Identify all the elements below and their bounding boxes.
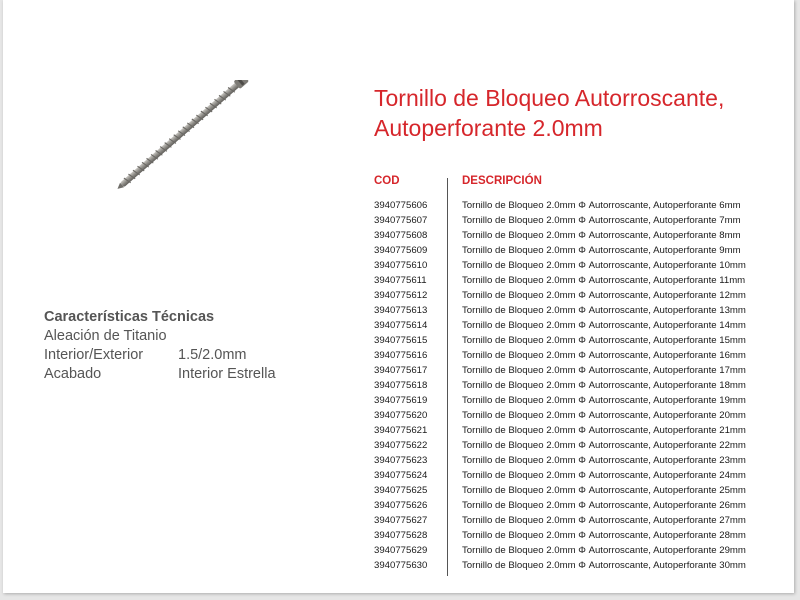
table-row bbox=[3, 560, 800, 575]
row-description: Tornillo de Bloqueo 2.0mm Φ Autorroscante, Autoperforante 7mm bbox=[462, 215, 741, 226]
table-row bbox=[3, 485, 800, 500]
table-row bbox=[3, 500, 800, 515]
row-description: Tornillo de Bloqueo 2.0mm Φ Autorroscante, Autoperforante 15mm bbox=[462, 335, 746, 346]
row-description: Tornillo de Bloqueo 2.0mm Φ Autorroscante, Autoperforante 26mm bbox=[462, 500, 746, 511]
row-code: 3940775608 bbox=[374, 230, 428, 241]
table-row bbox=[3, 470, 800, 485]
technical-specs bbox=[44, 309, 344, 385]
row-description: Tornillo de Bloqueo 2.0mm Φ Autorroscante, Autoperforante 17mm bbox=[462, 365, 746, 376]
specs-title: Características Técnicas bbox=[44, 309, 215, 325]
row-code: 3940775627 bbox=[374, 515, 428, 526]
row-description: Tornillo de Bloqueo 2.0mm Φ Autorroscante, Autoperforante 27mm bbox=[462, 515, 746, 526]
table-row bbox=[3, 200, 800, 215]
table-row bbox=[3, 425, 800, 440]
row-code: 3940775615 bbox=[374, 335, 428, 346]
row-code: 3940775618 bbox=[374, 380, 428, 391]
row-description: Tornillo de Bloqueo 2.0mm Φ Autorroscante, Autoperforante 25mm bbox=[462, 485, 746, 496]
row-description: Tornillo de Bloqueo 2.0mm Φ Autorroscante, Autoperforante 30mm bbox=[462, 560, 746, 571]
header-code: COD bbox=[374, 175, 400, 187]
row-code: 3940775622 bbox=[374, 440, 428, 451]
row-description: Tornillo de Bloqueo 2.0mm Φ Autorroscante, Autoperforante 24mm bbox=[462, 470, 746, 481]
table-row bbox=[3, 230, 800, 245]
row-code: 3940775613 bbox=[374, 305, 428, 316]
spec-finish bbox=[44, 366, 344, 385]
table-row bbox=[3, 410, 800, 425]
product-table bbox=[3, 200, 800, 575]
spec-diameter bbox=[44, 347, 344, 366]
row-code: 3940775619 bbox=[374, 395, 428, 406]
table-row bbox=[3, 245, 800, 260]
table-row bbox=[3, 290, 800, 305]
row-description: Tornillo de Bloqueo 2.0mm Φ Autorroscante, Autoperforante 29mm bbox=[462, 545, 746, 556]
row-code: 3940775630 bbox=[374, 560, 428, 571]
row-code: 3940775623 bbox=[374, 455, 428, 466]
row-code: 3940775612 bbox=[374, 290, 428, 301]
row-description: Tornillo de Bloqueo 2.0mm Φ Autorroscante, Autoperforante 14mm bbox=[462, 320, 746, 331]
table-row bbox=[3, 530, 800, 545]
table-row bbox=[3, 215, 800, 230]
row-description: Tornillo de Bloqueo 2.0mm Φ Autorroscante, Autoperforante 28mm bbox=[462, 530, 746, 541]
row-code: 3940775617 bbox=[374, 365, 428, 376]
title-line-1: Tornillo de Bloqueo Autorroscante, bbox=[374, 85, 725, 111]
row-description: Tornillo de Bloqueo 2.0mm Φ Autorroscante, Autoperforante 12mm bbox=[462, 290, 746, 301]
title-line-2: Autoperforante 2.0mm bbox=[374, 115, 603, 141]
row-code: 3940775607 bbox=[374, 215, 428, 226]
row-description: Tornillo de Bloqueo 2.0mm Φ Autorroscante, Autoperforante 9mm bbox=[462, 245, 741, 256]
spec-diameter-label: Interior/Exterior bbox=[44, 347, 144, 363]
row-description: Tornillo de Bloqueo 2.0mm Φ Autorroscante, Autoperforante 16mm bbox=[462, 350, 746, 361]
spec-material-value: Aleación de Titanio bbox=[44, 328, 167, 344]
row-description: Tornillo de Bloqueo 2.0mm Φ Autorroscante, Autoperforante 6mm bbox=[462, 200, 741, 211]
row-code: 3940775628 bbox=[374, 530, 428, 541]
row-description: Tornillo de Bloqueo 2.0mm Φ Autorroscante, Autoperforante 8mm bbox=[462, 230, 741, 241]
table-row bbox=[3, 545, 800, 560]
spec-material bbox=[44, 328, 344, 347]
row-code: 3940775625 bbox=[374, 485, 428, 496]
row-code: 3940775614 bbox=[374, 320, 428, 331]
row-description: Tornillo de Bloqueo 2.0mm Φ Autorroscante, Autoperforante 21mm bbox=[462, 425, 746, 436]
row-description: Tornillo de Bloqueo 2.0mm Φ Autorroscante, Autoperforante 13mm bbox=[462, 305, 746, 316]
row-description: Tornillo de Bloqueo 2.0mm Φ Autorroscante, Autoperforante 18mm bbox=[462, 380, 746, 391]
row-code: 3940775626 bbox=[374, 500, 428, 511]
row-code: 3940775621 bbox=[374, 425, 428, 436]
table-row bbox=[3, 275, 800, 290]
row-code: 3940775629 bbox=[374, 545, 428, 556]
spec-finish-label: Acabado bbox=[44, 366, 102, 382]
row-code: 3940775611 bbox=[374, 275, 427, 286]
row-code: 3940775610 bbox=[374, 260, 428, 271]
row-code: 3940775620 bbox=[374, 410, 428, 421]
row-description: Tornillo de Bloqueo 2.0mm Φ Autorroscante, Autoperforante 19mm bbox=[462, 395, 746, 406]
row-description: Tornillo de Bloqueo 2.0mm Φ Autorroscante, Autoperforante 23mm bbox=[462, 455, 746, 466]
header-description: DESCRIPCIÓN bbox=[462, 175, 542, 187]
row-code: 3940775609 bbox=[374, 245, 428, 256]
spec-finish-value: Interior Estrella bbox=[178, 366, 276, 382]
row-description: Tornillo de Bloqueo 2.0mm Φ Autorroscante, Autoperforante 22mm bbox=[462, 440, 746, 451]
row-description: Tornillo de Bloqueo 2.0mm Φ Autorroscante, Autoperforante 20mm bbox=[462, 410, 746, 421]
catalog-sheet bbox=[3, 0, 794, 593]
table-header bbox=[3, 175, 800, 191]
page-title bbox=[374, 83, 794, 143]
table-row bbox=[3, 455, 800, 470]
table-row bbox=[3, 440, 800, 455]
row-code: 3940775616 bbox=[374, 350, 428, 361]
spec-diameter-value: 1.5/2.0mm bbox=[178, 347, 247, 363]
row-description: Tornillo de Bloqueo 2.0mm Φ Autorroscante, Autoperforante 10mm bbox=[462, 260, 746, 271]
table-row bbox=[3, 515, 800, 530]
row-description: Tornillo de Bloqueo 2.0mm Φ Autorroscante, Autoperforante 11mm bbox=[462, 275, 746, 286]
row-code: 3940775624 bbox=[374, 470, 428, 481]
table-row bbox=[3, 260, 800, 275]
table-row bbox=[3, 395, 800, 410]
row-code: 3940775606 bbox=[374, 200, 428, 211]
